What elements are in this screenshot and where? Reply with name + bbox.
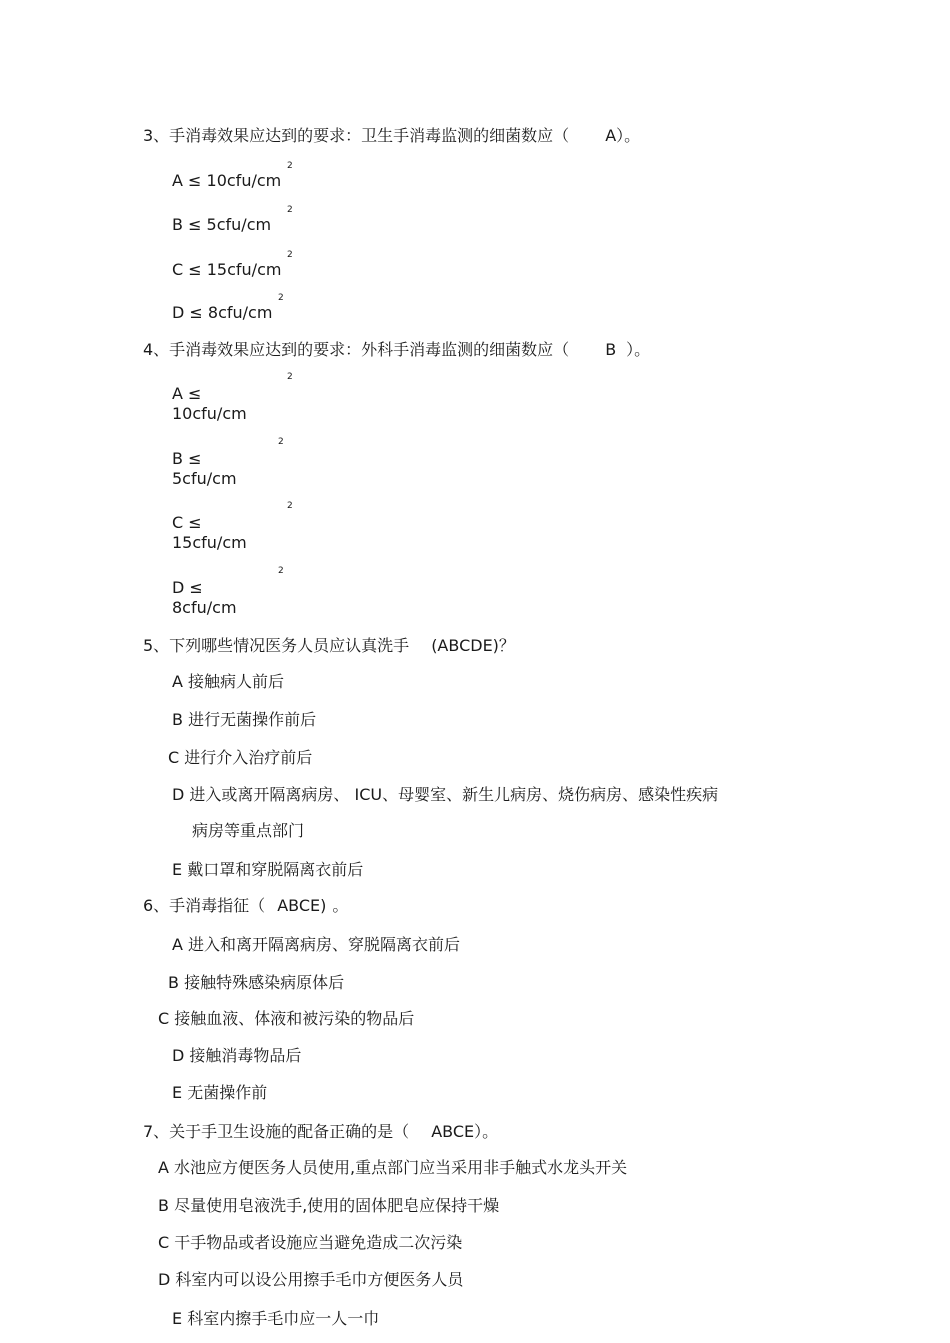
question-4-text: 4、手消毒效果应达到的要求：外科手消毒监测的细菌数应（ [143,340,570,359]
question-4-option-d-value: 8cfu/cm [172,598,237,617]
question-7-answer: ABCE [431,1122,475,1141]
question-7-option-d: D 科室内可以设公用擦手毛巾方便医务人员 [158,1270,464,1289]
question-3-option-d-sup: 2 [278,293,284,303]
question-5-option-d-continued: 病房等重点部门 [192,821,305,840]
question-6-stem [143,896,348,916]
question-4-option-d-letter: D ≤ [172,578,203,597]
question-3-option-b-sup: 2 [287,205,293,215]
question-5-stem [143,636,515,656]
question-5-text: 5、下列哪些情况医务人员应认真洗手 [143,636,410,655]
question-6-option-b: B 接触特殊感染病原体后 [168,973,345,992]
question-3-option-d: D ≤ 8cfu/cm [172,303,273,322]
question-3-option-c-sup: 2 [287,250,293,260]
question-6-option-d: D 接触消毒物品后 [172,1046,302,1065]
question-4-option-c-value: 15cfu/cm [172,533,247,552]
question-4-option-d-sup: 2 [278,566,284,576]
question-3-answer: A [605,126,617,145]
question-5-option-b: B 进行无菌操作前后 [172,710,317,729]
question-3-option-a-sup: 2 [287,161,293,171]
question-5-answer: (ABCDE)？ [431,636,515,655]
question-6-text: 6、手消毒指征（ [143,896,266,915]
question-5-option-a: A 接触病人前后 [172,672,285,691]
question-3-option-a: A ≤ 10cfu/cm [172,171,282,190]
question-7-option-e: E 科室内擦手毛巾应一人一巾 [172,1309,380,1328]
question-4-tail: ）。 [626,340,651,359]
question-4-option-b-sup: 2 [278,437,284,447]
question-4-option-a-letter: A ≤ [172,384,202,403]
question-4-option-b-letter: B ≤ [172,449,202,468]
question-5-option-d: D 进入或离开隔离病房、 ICU、母婴室、新生儿病房、烧伤病房、感染性疾病 [172,785,719,804]
question-3-tail: ）。 [616,126,641,145]
question-6-option-e: E 无菌操作前 [172,1083,268,1102]
question-7-stem [143,1122,498,1142]
question-3-option-b: B ≤ 5cfu/cm [172,215,272,234]
question-4-answer: B [605,340,617,359]
question-4-option-c-sup: 2 [287,501,293,511]
question-7-text: 7、关于手卫生设施的配备正确的是（ [143,1122,410,1141]
question-6-tail: 。 [332,896,349,915]
question-4-option-c-letter: C ≤ [172,513,202,532]
question-6-option-c: C 接触血液、体液和被污染的物品后 [158,1009,415,1028]
question-7-option-b: B 尽量使用皂液洗手,使用的固体肥皂应保持干燥 [158,1196,500,1215]
question-7-option-a: A 水池应方便医务人员使用,重点部门应当采用非手触式水龙头开关 [158,1158,628,1177]
question-5-option-e: E 戴口罩和穿脱隔离衣前后 [172,860,364,879]
question-4-option-a-sup: 2 [287,372,293,382]
question-4-option-a-value: 10cfu/cm [172,404,247,423]
question-7-tail: ）。 [474,1122,499,1141]
question-3-stem [143,126,640,146]
question-5-option-c: C 进行介入治疗前后 [168,748,313,767]
question-3-option-c: C ≤ 15cfu/cm [172,260,282,279]
question-4-option-b-value: 5cfu/cm [172,469,237,488]
question-4-stem [143,340,650,360]
question-3-text: 3、手消毒效果应达到的要求：卫生手消毒监测的细菌数应（ [143,126,570,145]
question-7-option-c: C 干手物品或者设施应当避免造成二次污染 [158,1233,463,1252]
question-6-option-a: A 进入和离开隔离病房、穿脱隔离衣前后 [172,935,461,954]
question-6-answer: ABCE) [277,896,327,915]
